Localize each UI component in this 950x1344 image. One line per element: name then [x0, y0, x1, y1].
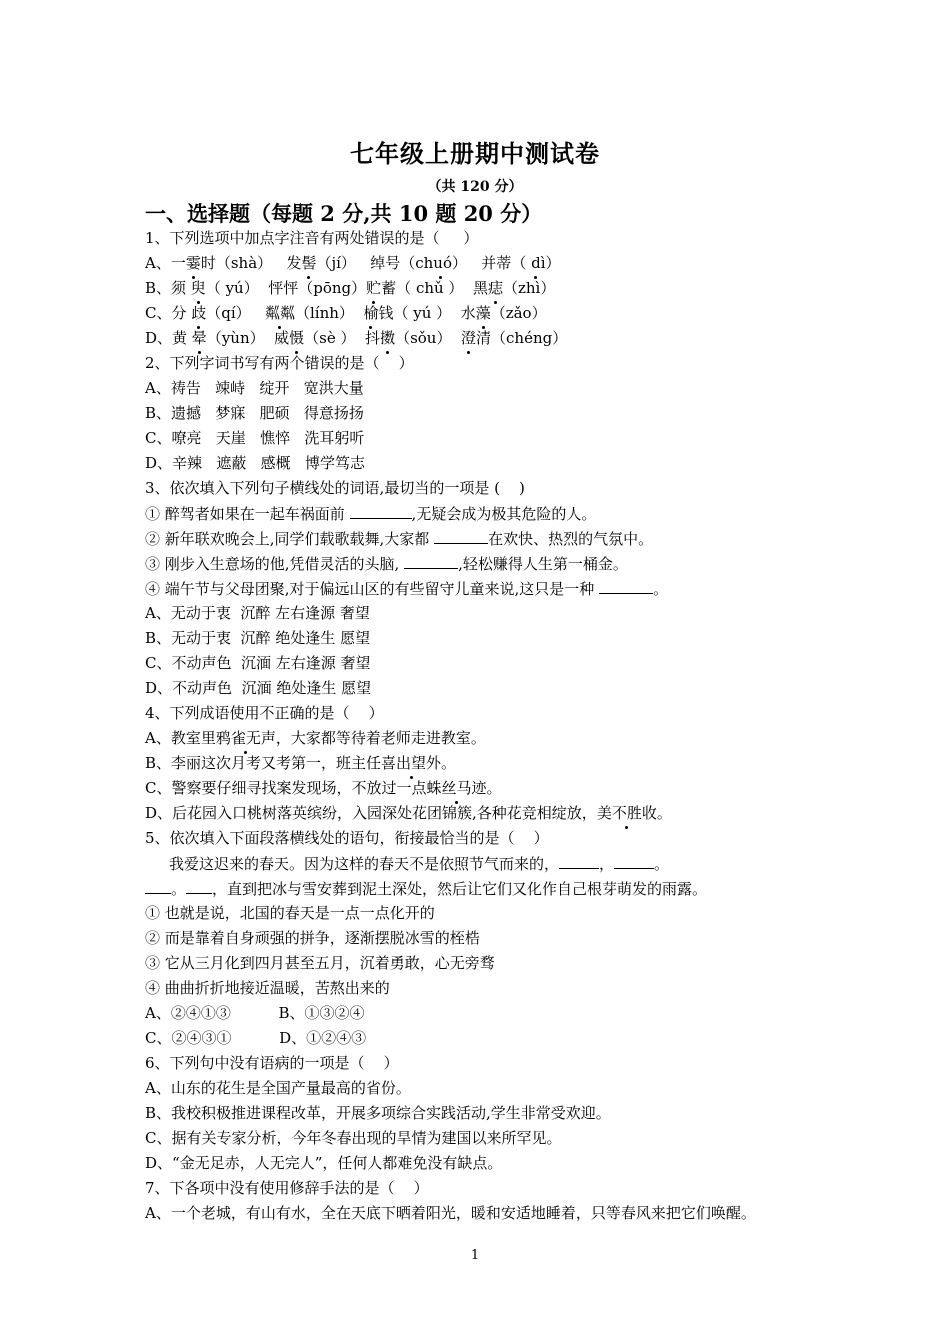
q2-option-b: B、遗撼 梦寐 肥硕 得意扬扬 [145, 404, 364, 422]
q1-option-d: D、黄 晕（yùn） 威慑（sè ） 抖擞（sǒu） 澄清（chéng） [145, 326, 825, 351]
exam-title: 七年级上册期中测试卷 [350, 139, 600, 168]
q5-options-cd: C、②④③① D、①②④③ [145, 1029, 367, 1047]
q4-option-b: B、李丽这次月考又考第一，班主任喜出望外。 [145, 751, 825, 776]
q1-option-a: A、一霎时（shà） 发髻（jí） 绰号（chuó） 并蒂（ dì） [145, 251, 825, 276]
q3-sentence-4: ④ 端午节与父母团聚,对于偏远山区的有些留守儿童来说,这只是一种 。 [145, 576, 825, 601]
q1-stem: 1、下列选项中加点字注音有两处错误的是（ ） [145, 229, 479, 247]
q3-sentence-3: ③ 刚步入生意场的他,凭借灵活的头脑, ,轻松赚得人生第一桶金。 [145, 551, 825, 576]
q4-option-a: A、教室里鸦雀无声，大家都等待着老师走进教室。 [145, 726, 825, 751]
q6-option-d: D、“金无足赤，人无完人”，任何人都难免没有缺点。 [145, 1154, 503, 1172]
fill-blank [350, 501, 412, 519]
q2-option-c: C、嘹亮 天崖 憔悴 洗耳躬听 [145, 429, 365, 447]
q3-option-a: A、无动于衷 沉醉 左右逢源 奢望 [145, 604, 370, 622]
fill-blank [145, 876, 171, 894]
q5-stem: 5、依次填入下面段落横线处的语句，衔接最恰当的是（ ） [145, 829, 549, 847]
fill-blank [404, 551, 458, 569]
q6-option-a: A、山东的花生是全国产量最高的省份。 [145, 1079, 411, 1097]
q7-stem: 7、下各项中没有使用修辞手法的是（ ） [145, 1179, 429, 1197]
q5-passage-line-2: 。 ，直到把冰与雪安葬到泥土深处，然后让它们又化作自己根芽萌发的雨露。 [145, 876, 825, 901]
q5-sentence-1: ① 也就是说，北国的春天是一点一点化开的 [145, 904, 435, 922]
total-score: （共 120 分） [427, 179, 523, 195]
q6-option-c: C、据有关专家分析，今年冬春出现的旱情为建国以来所罕见。 [145, 1129, 562, 1147]
q5-sentence-4: ④ 曲曲折折地接近温暖，苦熬出来的 [145, 979, 390, 997]
q5-sentence-3: ③ 它从三月化到四月甚至五月，沉着勇敢，心无旁骛 [145, 954, 495, 972]
q5-sentence-2: ② 而是靠着自身顽强的拼争，逐渐摆脱冰雪的桎梏 [145, 929, 480, 947]
q6-option-b: B、我校积极推进课程改革，开展多项综合实践活动,学生非常受欢迎。 [145, 1104, 611, 1122]
page-number: 1 [470, 1248, 480, 1263]
q3-option-c: C、不动声色 沉湎 左右逢源 奢望 [145, 654, 371, 672]
q4-option-c: C、警察要仔细寻找案发现场，不放过一点蛛丝马迹。 [145, 776, 825, 801]
fill-blank [559, 851, 599, 869]
q5-options-ab: A、②④①③ B、①③②④ [145, 1004, 365, 1022]
q5-passage-line-1: 我爱这迟来的春天。因为这样的春天不是依照节气而来的， ， 。 [145, 851, 825, 876]
fill-blank [599, 576, 653, 594]
fill-blank [434, 526, 488, 544]
q3-stem: 3、依次填入下列句子横线处的词语,最切当的一项是 ( ) [145, 479, 525, 497]
q6-stem: 6、下列句中没有语病的一项是（ ） [145, 1054, 399, 1072]
fill-blank [614, 851, 654, 869]
q2-option-d: D、辛辣 遮蔽 感概 博学笃志 [145, 454, 365, 472]
q3-option-b: B、无动于衷 沉醉 绝处逢生 愿望 [145, 629, 371, 647]
q1-option-b: B、须 臾（ yú） 怦怦（pōng）贮蓄（ chǔ ） 黑痣（zhì） [145, 276, 825, 301]
fill-blank [186, 876, 212, 894]
q3-sentence-2: ② 新年联欢晚会上,同学们载歌载舞,大家都 在欢快、热烈的气氛中。 [145, 526, 825, 551]
q2-stem: 2、下列字词书写有两个错误的是（ ） [145, 354, 414, 372]
q1-option-c: C、分 歧（qí） 粼粼（lính） 榆钱（ yú ） 水藻（zǎo） [145, 301, 825, 326]
q7-option-a: A、一个老城，有山有水，全在天底下晒着阳光，暖和安适地睡着，只等春风来把它们唤醒。 [145, 1204, 756, 1222]
q3-option-d: D、不动声色 沉湎 绝处逢生 愿望 [145, 679, 372, 697]
q3-sentence-1: ① 醉驾者如果在一起车祸面前 ,无疑会成为极其危险的人。 [145, 501, 825, 526]
question-list [145, 226, 825, 1226]
q4-stem: 4、下列成语使用不正确的是（ ） [145, 704, 384, 722]
q2-option-a: A、祷告 竦峙 绽开 宽洪大量 [145, 379, 364, 397]
section-heading-choice: 一、选择题（每题 2 分,共 10 题 20 分） [145, 201, 543, 226]
q4-option-d: D、后花园入口桃树落英缤纷，入园深处花团锦簇,各种花竞相绽放，美不胜收。 [145, 801, 825, 826]
